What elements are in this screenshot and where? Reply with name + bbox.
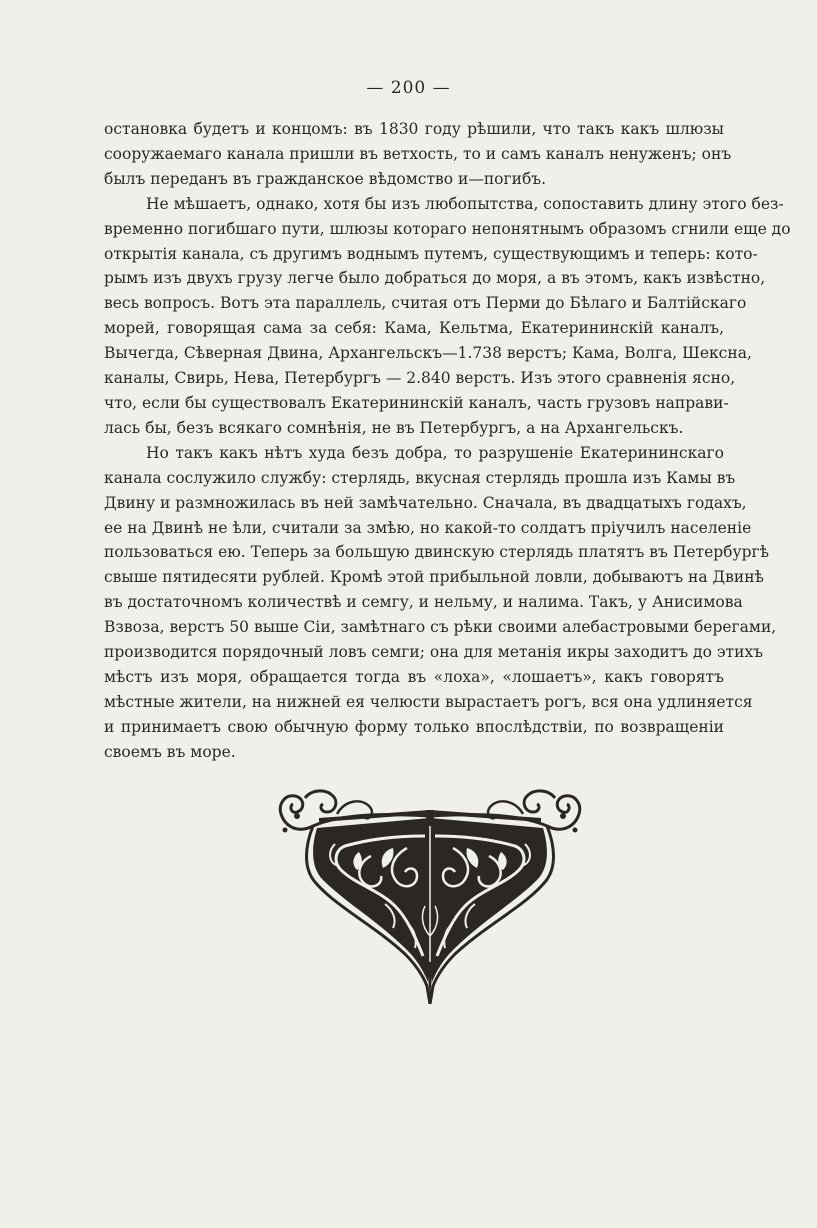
text-line: канала сослужило службу: стерлядь, вкусная стерлядь прошла изъ Камы въ bbox=[104, 468, 736, 487]
paragraph-3 bbox=[104, 441, 777, 765]
text-line: Взвоза, верстъ 50 выше Сіи, замѣтнаго съ рѣки своими алебастровыми берегами, bbox=[104, 618, 777, 637]
text-line: сооружаемаго канала пришли въ ветхость, то и самъ каналъ ненуженъ; онъ bbox=[104, 144, 732, 163]
text-line: и принимаетъ свою обычную форму только впослѣдствіи, по возвращеніи bbox=[104, 717, 724, 736]
ornamental-tailpiece-icon bbox=[275, 786, 585, 1004]
text-line: Двину и размножилась въ ней замѣчательно. Сначала, въ двадцатыхъ годахъ, bbox=[104, 493, 747, 512]
text-line: лась бы, безъ всякаго сомнѣнія, не въ Петербургъ, а на Архангельскъ. bbox=[104, 418, 684, 437]
page-number: — 200 — bbox=[366, 78, 451, 98]
text-line: морей, говорящая сама за себя: Кама, Кельтма, Екатерининскій каналъ, bbox=[104, 319, 724, 338]
text-line: рымъ изъ двухъ грузу легче было добраться до моря, а въ этомъ, какъ извѣстно, bbox=[104, 269, 766, 288]
text-line: въ достаточномъ количествѣ и семгу, и нельму, и налима. Такъ, у Анисимова bbox=[104, 593, 743, 612]
text-line: весь вопросъ. Вотъ эта параллель, считая отъ Перми до Бѣлаго и Балтійскаго bbox=[104, 294, 747, 313]
text-line: производится порядочный ловъ семги; она для метанія икры заходитъ до этихъ bbox=[104, 643, 764, 662]
text-line: свыше пятидесяти рублей. Кромѣ этой прибыльной ловли, добываютъ на Двинѣ bbox=[104, 568, 764, 587]
paragraph-2 bbox=[104, 192, 791, 441]
text-line: пользоваться ею. Теперь за большую двинскую стерлядь платятъ въ Петербургѣ bbox=[104, 543, 770, 562]
text-line: временно погибшаго пути, шлюзы котораго непонятнымъ образомъ сгнили еще до bbox=[104, 219, 791, 238]
text-line: своемъ въ море. bbox=[104, 742, 236, 761]
text-line: Не мѣшаетъ, однако, хотя бы изъ любопытства, сопоставить длину этого без- bbox=[146, 194, 784, 213]
text-line: Вычегда, Сѣверная Двина, Архангельскъ—1.738 верстъ; Кама, Волга, Шексна, bbox=[104, 344, 752, 363]
text-line: остановка будетъ и концомъ: въ 1830 году рѣшили, что такъ какъ шлюзы bbox=[104, 120, 724, 138]
text-line: что, если бы существовалъ Екатерининскій каналъ, часть грузовъ направи- bbox=[104, 393, 729, 412]
ornament-half bbox=[280, 791, 430, 1004]
body-text bbox=[104, 117, 791, 765]
text-line: Но такъ какъ нѣтъ худа безъ добра, то разрушеніе Екатерининскаго bbox=[146, 443, 724, 462]
paragraph-1 bbox=[104, 117, 732, 192]
text-line: мѣстные жители, на нижней ея челюсти вырастаетъ рогъ, вся она удлиняется bbox=[104, 692, 753, 711]
text-line: былъ переданъ въ гражданское вѣдомство и—погибъ. bbox=[104, 169, 547, 188]
text-line: каналы, Свирь, Нева, Петербургъ — 2.840 верстъ. Изъ этого сравненія ясно, bbox=[104, 369, 736, 388]
text-line: мѣстъ изъ моря, обращается тогда въ «лоха», «лошаетъ», какъ говорятъ bbox=[104, 667, 724, 686]
text-line: ее на Двинѣ не ѣли, считали за змѣю, но какой-то солдатъ пріучилъ населеніе bbox=[104, 518, 752, 537]
text-line: открытія канала, съ другимъ воднымъ путемъ, существующимъ и теперь: кото- bbox=[104, 244, 758, 263]
